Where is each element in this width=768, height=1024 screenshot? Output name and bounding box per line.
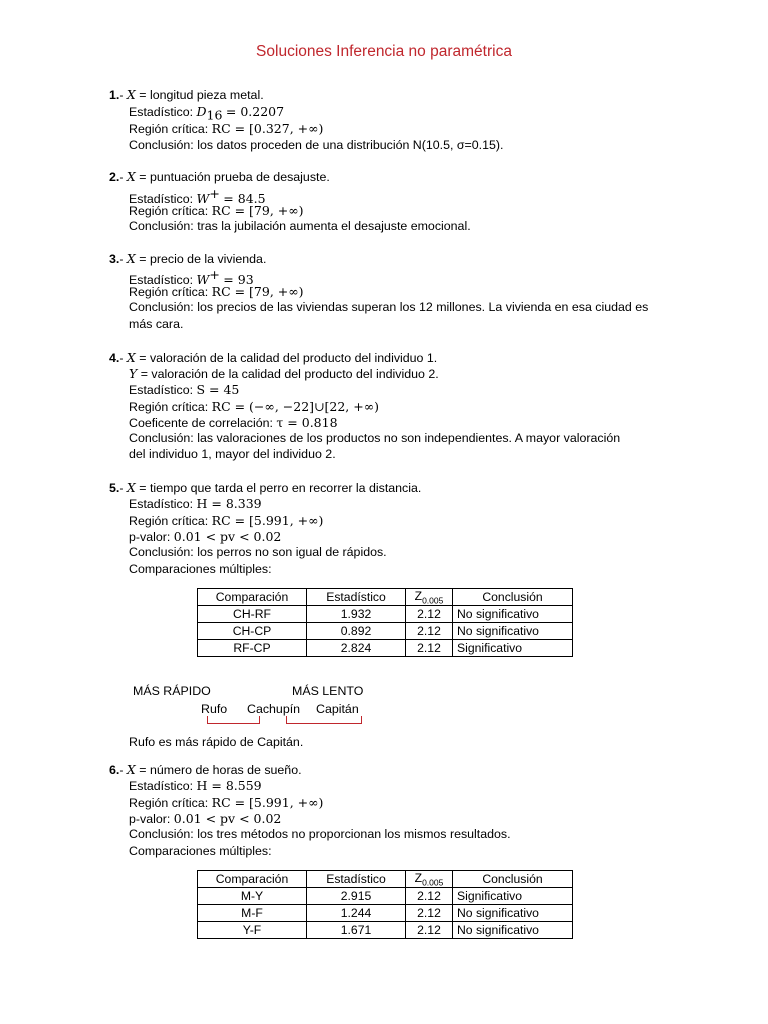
table-cell: 2.12 [406, 888, 453, 905]
table-header: Comparación [198, 871, 307, 888]
table-header: Conclusión [453, 871, 573, 888]
table-row [198, 888, 573, 905]
table-cell: RF-CP [198, 640, 307, 657]
table-header: Estadístico [307, 871, 406, 888]
problem-5-critical-region: Región crítica: RC = [5.991, +∞) [129, 513, 324, 528]
problem-2-critical-region: Región crítica: RC = [79, +∞) [129, 203, 304, 218]
problem-6-critical-region: Región crítica: RC = [5.991, +∞) [129, 795, 324, 810]
table-cell: No significativo [453, 905, 573, 922]
problem-5-statistic: Estadístico: H = 8.339 [129, 496, 262, 511]
table-cell: No significativo [453, 623, 573, 640]
page-title: Soluciones Inferencia no paramétrica [256, 43, 512, 60]
table-row [198, 606, 573, 623]
table-cell: 2.12 [406, 623, 453, 640]
problem-2-variable: 2.- X = puntuación prueba de desajuste. [109, 169, 330, 184]
table-cell: 2.12 [406, 905, 453, 922]
problem-5-conclusion: Conclusión: los perros no son igual de rápidos. [129, 545, 387, 559]
problem-number: 6. [109, 763, 120, 777]
table-cell: 1.671 [307, 922, 406, 939]
table-cell: Significativo [453, 640, 573, 657]
problem-5-variable: 5.- X = tiempo que tarda el perro en recorrer la distancia. [109, 480, 422, 495]
problem-4-critical-region: Región crítica: RC = (−∞, −22]∪[22, +∞) [129, 399, 379, 414]
problem-6-statistic: Estadístico: H = 8.559 [129, 778, 262, 793]
problem-6-conclusion: Conclusión: los tres métodos no proporcionan los mismos resultados. [129, 827, 511, 841]
table-cell: 2.12 [406, 606, 453, 623]
problem-3-variable: 3.- X = precio de la vivienda. [109, 251, 267, 266]
problem-5-comparisons-table [197, 588, 573, 657]
table-cell: Significativo [453, 888, 573, 905]
problem-4-conclusion-cont: del individuo 1, mayor del individuo 2. [129, 447, 336, 461]
table-cell: No significativo [453, 606, 573, 623]
problem-6-variable: 6.- X = número de horas de sueño. [109, 762, 302, 777]
table-row [198, 623, 573, 640]
problem-1-conclusion: Conclusión: los datos proceden de una distribución N(10.5, σ=0.15). [129, 138, 504, 152]
table-header-row [198, 871, 573, 888]
problem-6-comparisons-table [197, 870, 573, 939]
table-cell: 2.824 [307, 640, 406, 657]
table-cell: 0.892 [307, 623, 406, 640]
problem-5-comparisons-label: Comparaciones múltiples: [129, 562, 272, 576]
problem-number: 4. [109, 351, 120, 365]
problem-3-statistic: Estadístico: W+ = 93 [129, 267, 254, 288]
table-header: Conclusión [453, 589, 573, 606]
problem-6-pvalue: p-valor: 0.01 < pv < 0.02 [129, 811, 282, 826]
problem-1-statistic: Estadístico: $D_{16} = 0.2207$ [129, 104, 285, 123]
table-row [198, 640, 573, 657]
group-bracket [286, 716, 362, 724]
table-cell: 2.12 [406, 640, 453, 657]
table-header: Comparación [198, 589, 307, 606]
problem-5-pvalue: p-valor: 0.01 < pv < 0.02 [129, 529, 282, 544]
problem-3-conclusion: Conclusión: los precios de las viviendas superan los 12 millones. La vivienda en esa ciudad es [129, 300, 649, 314]
slowest-label: MÁS LENTO [292, 684, 364, 698]
table-cell: CH-RF [198, 606, 307, 623]
problem-4-conclusion: Conclusión: las valoraciones de los productos no son independientes. A mayor valoración [129, 431, 621, 445]
table-row [198, 922, 573, 939]
table-cell: Y-F [198, 922, 307, 939]
problem-3-conclusion-cont: más cara. [129, 317, 184, 331]
problem-4-statistic: Estadístico: S = 45 [129, 382, 240, 397]
table-cell: 1.244 [307, 905, 406, 922]
dog-capitan: Capitán [316, 702, 359, 716]
table-row [198, 905, 573, 922]
problem-3-critical-region: Región crítica: RC = [79, +∞) [129, 284, 304, 299]
table-header-row [198, 589, 573, 606]
dog-cachupin: Cachupín [247, 702, 301, 716]
problem-number: 1. [109, 88, 120, 102]
fastest-label: MÁS RÁPIDO [133, 684, 211, 698]
problem-1-variable: 1.- X = longitud pieza metal. [109, 87, 264, 102]
table-header: Estadístico [307, 589, 406, 606]
group-bracket [207, 716, 260, 724]
problem-2-conclusion: Conclusión: tras la jubilación aumenta el desajuste emocional. [129, 219, 471, 233]
table-cell: No significativo [453, 922, 573, 939]
problem-4-variable-y: Y = valoración de la calidad del producto del individuo 2. [129, 366, 439, 381]
problem-1-critical-region: Región crítica: RC = [0.327, +∞) [129, 121, 324, 136]
problem-number: 3. [109, 252, 120, 266]
problem-4-correlation: Coeficente de correlación: τ = 0.818 [129, 415, 338, 430]
problem-number: 5. [109, 481, 120, 495]
table-cell: CH-CP [198, 623, 307, 640]
problem-4-variable-x: 4.- X = valoración de la calidad del producto del individuo 1. [109, 350, 438, 365]
problem-5-final-conclusion: Rufo es más rápido de Capitán. [129, 735, 304, 749]
problem-2-statistic: Estadístico: W+ = 84.5 [129, 186, 266, 207]
table-cell: 2.12 [406, 922, 453, 939]
problem-number: 2. [109, 170, 120, 184]
table-cell: 2.915 [307, 888, 406, 905]
table-cell: M-F [198, 905, 307, 922]
table-cell: 1.932 [307, 606, 406, 623]
dog-rufo: Rufo [201, 702, 228, 716]
table-header: $Z_{0.005}$ [406, 871, 453, 888]
table-header: $Z_{0.005}$ [406, 589, 453, 606]
table-cell: M-Y [198, 888, 307, 905]
problem-6-comparisons-label: Comparaciones múltiples: [129, 844, 272, 858]
